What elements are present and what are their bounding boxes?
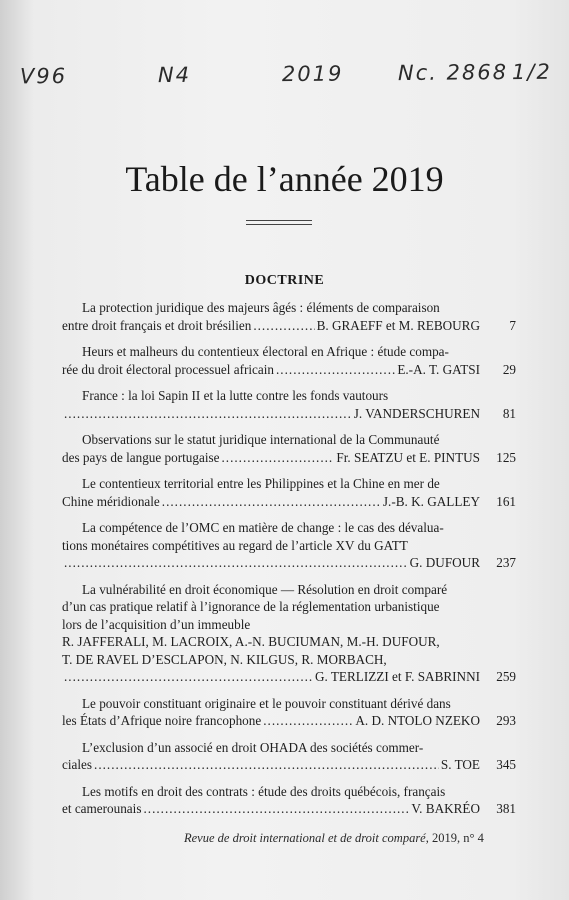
toc-entry-author: E.-A. T. GATSI	[397, 361, 480, 377]
toc-entry-page-number: 161	[496, 493, 516, 509]
toc-entry-author-line	[62, 361, 480, 379]
toc-entry-author: S. TOE	[440, 757, 480, 772]
toc-entry-text-tail: des pays de langue portugaise	[62, 449, 220, 465]
handwritten-year: 2019	[281, 61, 344, 87]
toc-entry-author-line	[62, 712, 480, 730]
toc-entry	[62, 783, 516, 818]
toc-entry-author-line	[62, 493, 480, 511]
toc-entry-text-line: La protection juridique des majeurs âgés : éléments de comparaison	[82, 300, 440, 315]
handwritten-volume: V96	[19, 63, 68, 89]
toc-entry-author: B. GRAEFF et M. REBOURG	[316, 317, 480, 333]
toc-entry	[62, 431, 516, 466]
toc-entry-author: J. VANDERSCHUREN	[353, 405, 480, 421]
toc-entry-text-line: d’un cas pratique relatif à l’ignorance de la réglementation urbanistique	[62, 599, 440, 614]
dot-leader	[162, 493, 381, 511]
toc-entry-text-line: R. JAFFERALI, M. LACROIX, A.-N. BUCIUMAN, M.-H. DUFOUR,	[62, 634, 440, 649]
toc-entry-author: A. D. NTOLO NZEKO	[355, 713, 480, 728]
toc-entry-author-line	[62, 554, 480, 572]
toc-entry-author-line	[62, 756, 480, 774]
toc-entry-text-line: La compétence de l’OMC en matière de change : le cas des dévalua-	[82, 520, 444, 535]
toc-entry-page-number: 29	[502, 361, 516, 377]
toc-entry-author-line	[62, 405, 480, 423]
journal-footer	[184, 831, 484, 846]
toc-entry-author: Fr. SEATZU et E. PINTUS	[336, 449, 480, 465]
dot-leader	[64, 554, 408, 572]
dot-leader	[263, 712, 353, 730]
toc-entry-text-line: France : la loi Sapin II et la lutte contre les fonds vautours	[82, 388, 389, 403]
toc-entry-text-tail: rée du droit électoral processuel africain	[62, 361, 274, 377]
dot-leader	[253, 317, 314, 335]
toc-entry-author: J.-B. K. GALLEY	[382, 493, 480, 509]
toc-entry-text-line: Observations sur le statut juridique international de la Communauté	[82, 432, 440, 447]
toc-entry-author-line	[62, 668, 480, 686]
title-divider	[246, 220, 312, 225]
section-heading: DOCTRINE	[244, 273, 325, 288]
toc-entry-author: G. TERLIZZI et F. SABRINNI	[315, 669, 480, 684]
toc-entry-text-line: T. DE RAVEL D’ESCLAPON, N. KILGUS, R. MORBACH,	[62, 651, 387, 667]
toc-entry-text-tail: ciales	[62, 757, 93, 772]
toc-entry-text-tail: entre droit français et droit brésilien	[62, 317, 252, 333]
dot-leader	[64, 668, 313, 686]
dot-leader	[221, 449, 334, 467]
toc-entry-author: V. BAKRÉO	[411, 801, 480, 816]
toc-entry-page-number: 7	[509, 317, 516, 333]
toc-entry-text-line: Le contentieux territorial entre les Philippines et la Chine en mer de	[82, 476, 440, 491]
toc-entry-text-tail: Chine méridionale	[62, 493, 160, 509]
toc-entry-text-tail: les États d’Afrique noire francophone	[62, 713, 262, 728]
toc-entry-author: G. DUFOUR	[409, 555, 480, 570]
toc-entry-text-tail: et camerounais	[62, 801, 142, 816]
journal-issue: , 2019, n° 4	[425, 831, 484, 845]
toc-entry-text-line: Les motifs en droit des contrats : étude des droits québécois, français	[82, 783, 446, 799]
toc-entry-text-line: Le pouvoir constituant originaire et le pouvoir constituant dérivé dans	[82, 695, 451, 711]
toc-entry-page-number: 381	[496, 801, 516, 816]
toc-entry-text-line: tions monétaires compétitives au regard de l’article XV du GATT	[62, 537, 408, 553]
page-title: Table de l’année 2019	[125, 159, 444, 199]
toc-entry-page-number: 237	[496, 555, 516, 570]
toc-entry-text-line: La vulnérabilité en droit économique — Résolution en droit comparé	[82, 581, 448, 597]
handwritten-annotation	[20, 60, 565, 95]
toc-entry-author-line	[62, 800, 480, 818]
toc-entry	[62, 299, 516, 334]
toc-entry-page-number: 81	[502, 405, 516, 421]
toc-entry	[62, 695, 516, 730]
handwritten-part: 1/2	[511, 59, 552, 85]
dot-leader	[143, 800, 409, 818]
toc-entry	[62, 475, 516, 510]
toc-entry-page-number: 125	[496, 449, 516, 465]
toc-entry-page-number: 293	[496, 713, 516, 728]
toc-entry	[62, 581, 516, 686]
journal-title: Revue de droit international et de droit comparé	[184, 831, 426, 845]
table-of-contents	[62, 299, 516, 827]
toc-entry-text-line: lors de l’acquisition d’un immeuble	[62, 616, 251, 632]
handwritten-catalog-number: Nc. 2868	[397, 60, 509, 86]
toc-entry	[62, 519, 516, 572]
toc-entry-text-line: L’exclusion d’un associé en droit OHADA des sociétés commer-	[82, 739, 424, 755]
toc-entry-text-line: Heurs et malheurs du contentieux électoral en Afrique : étude compa-	[82, 344, 449, 359]
toc-entry	[62, 387, 516, 422]
dot-leader	[276, 361, 395, 379]
toc-entry-author-line	[62, 449, 480, 467]
toc-entry-page-number: 345	[496, 757, 516, 772]
toc-entry-page-number: 259	[496, 669, 516, 684]
toc-entry-author-line	[62, 317, 480, 335]
toc-entry	[62, 739, 516, 774]
dot-leader	[94, 756, 439, 774]
handwritten-number: N4	[157, 62, 192, 88]
toc-entry	[62, 343, 516, 378]
dot-leader	[64, 405, 352, 423]
